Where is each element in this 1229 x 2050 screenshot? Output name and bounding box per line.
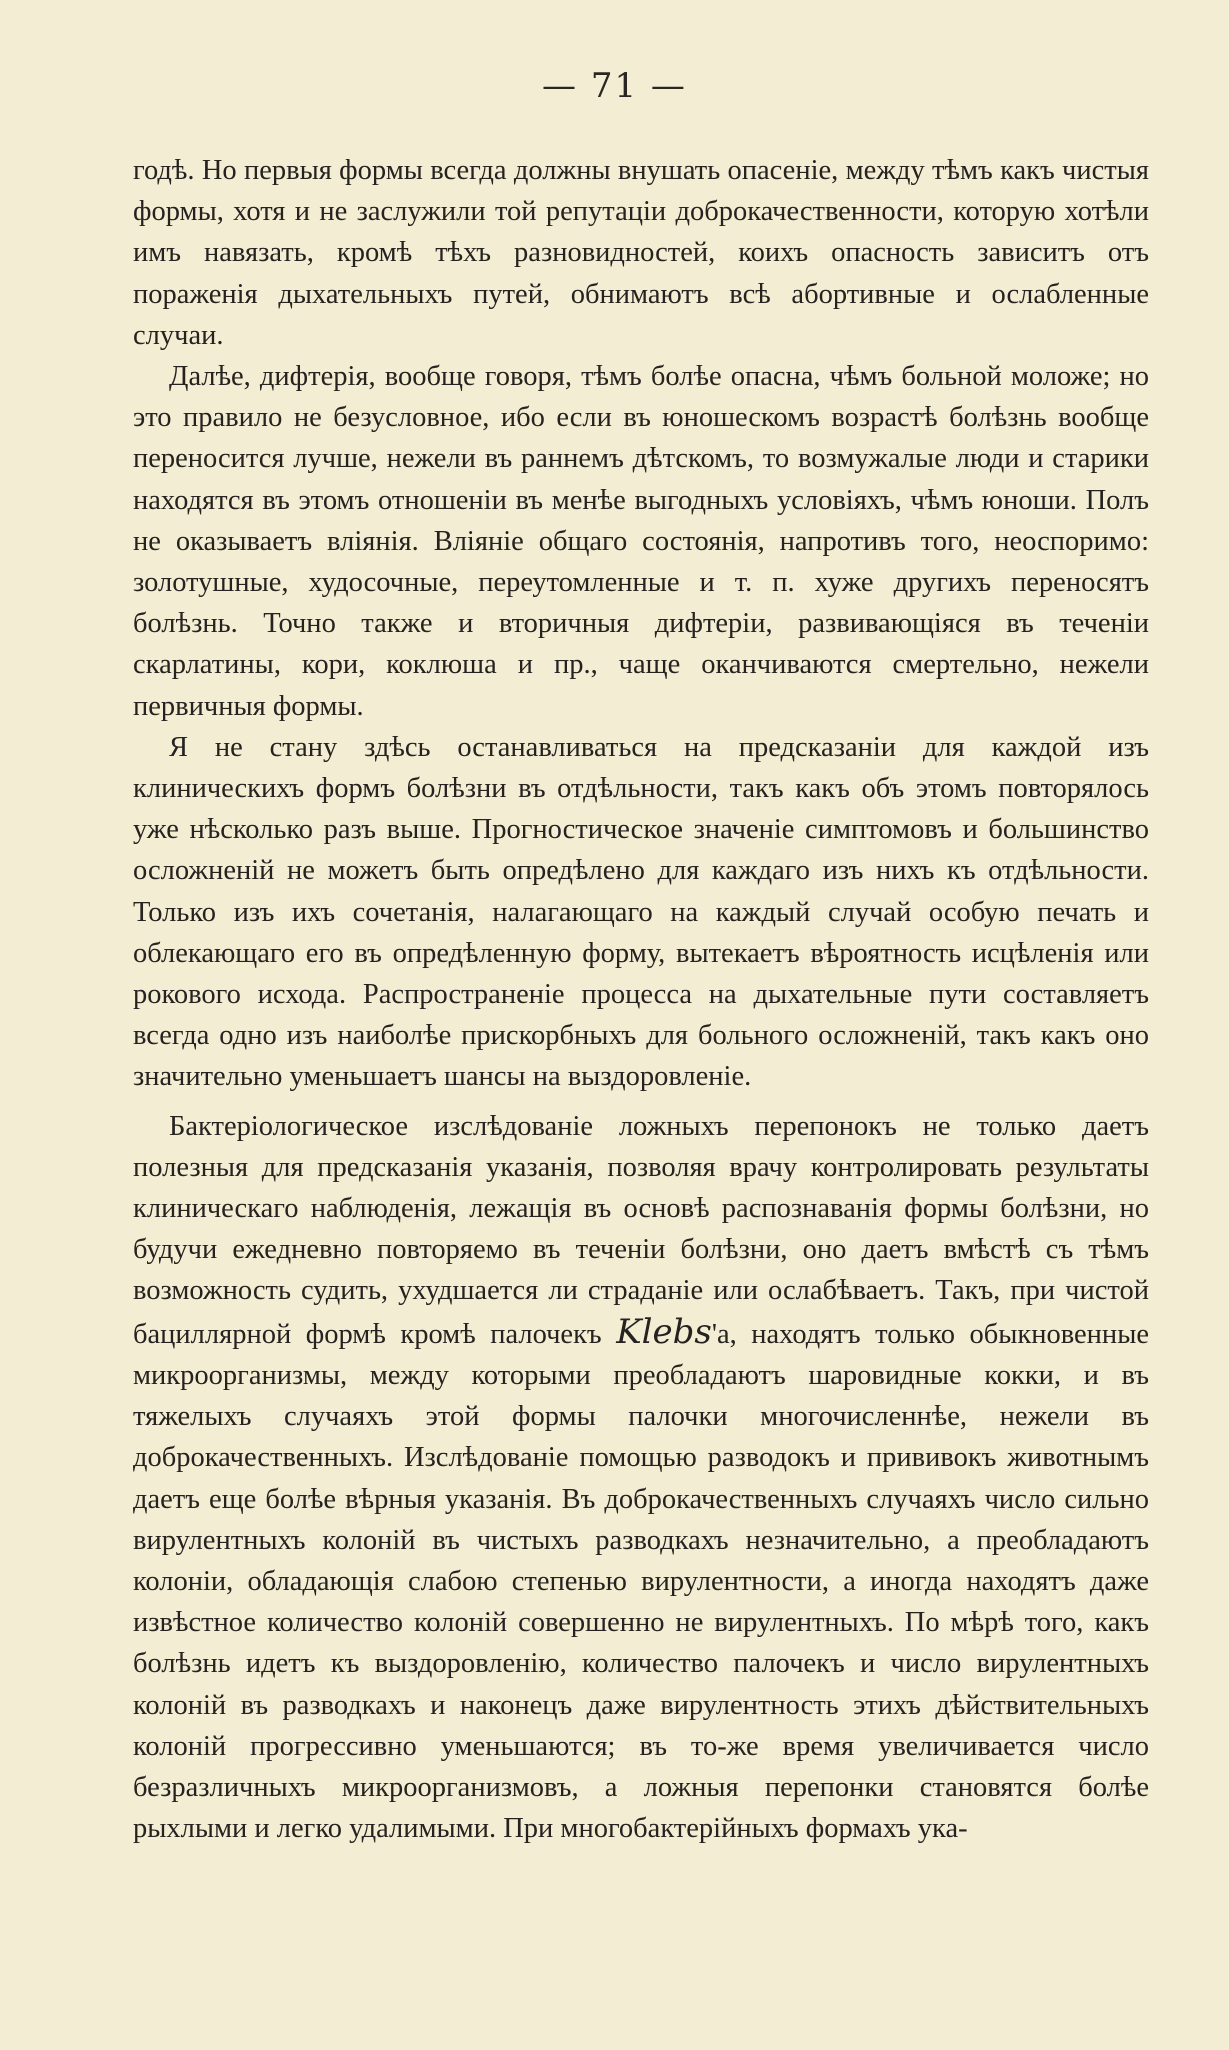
body-text — [133, 150, 1149, 1849]
paragraph-3: Я не стану здѣсь останавливаться на предсказаніи для каждой изъ клиническихъ формъ болѣзни въ отдѣльности, такъ какъ объ этомъ повторялось уже нѣсколько разъ выше. Прогностическое значеніе симптомовъ и большинство осложненій не можетъ быть опредѣлено для каждаго изъ нихъ къ отдѣльности. Только изъ ихъ сочетанія, налагающаго на каждый случай особую печать и облекающаго его въ опредѣленную форму, вытекаетъ вѣроятность исцѣленія или рокового исхода. Распространеніе процесса на дыхательные пути составляетъ всегда одно изъ наиболѣе прискорбныхъ для больного осложненій, такъ какъ оно значительно уменьшаетъ шансы на выздоровленіе. — [133, 731, 1149, 1093]
page-number: — 71 — — [542, 66, 687, 106]
paragraph-1: годѣ. Но первыя формы всегда должны внушать опасеніе, между тѣмъ какъ чистыя формы, хотя и не заслужили той репутаціи доброкачественности, которую хотѣли имъ навязать, кромѣ тѣхъ разновидностей, коихъ опасность зависитъ отъ пораженія дыхательныхъ путей, обнимаютъ всѣ абортивные и ослабленные случаи. — [133, 155, 1149, 351]
paragraph-gap — [133, 1098, 1149, 1106]
paragraph-2: Далѣе, дифтерія, вообще говоря, тѣмъ болѣе опасна, чѣмъ больной моложе; но это правило не безусловное, ибо если въ юношескомъ возрастѣ болѣзнь вообще переносится лучше, нежели въ раннемъ дѣтскомъ, то возмужалые люди и старики находятся въ этомъ отношеніи въ менѣе выгодныхъ условіяхъ, чѣмъ юноши. Полъ не оказываетъ вліянія. Вліяніе общаго состоянія, напротивъ того, неоспоримо: золотушные, худосочные, переутомленные и т. п. хуже другихъ переносятъ болѣзнь. Точно также и вторичныя дифтеріи, развивающіяся въ теченіи скарлатины, кори, коклюша и пр., чаще оканчиваются смертельно, нежели первичныя формы. — [133, 361, 1149, 722]
paragraph-4 — [133, 1106, 1149, 1850]
paragraph-4-part-2: 'а, находятъ только обыкновенные микроорганизмы, между которыми преобладаютъ шаровидные кокки, и въ тяжелыхъ случаяхъ этой формы палочки многочисленнѣе, нежели въ доброкачественныхъ. Изслѣдованіе помощью разводокъ и прививокъ животнымъ даетъ еще болѣе вѣрныя указанія. Въ доброкачественныхъ случаяхъ число сильно вирулентныхъ колоній въ чистыхъ разводкахъ незначительно, а преобладаютъ колоніи, обладающія слабою степенью вирулентности, а иногда находятъ даже извѣстное количество колоній совершенно не вирулентныхъ. По мѣрѣ того, какъ болѣзнь идетъ къ выздоровленію, количество палочекъ и число вирулентныхъ колоній въ разводкахъ и наконецъ даже вирулентность этихъ дѣйствительныхъ колоній прогрессивно уменьшаются; въ то-же время увеличивается число безразличныхъ микроорганизмовъ, а ложныя перепонки становятся болѣе рыхлыми и легко удалимыми. При многобактерійныхъ формахъ ука- — [133, 1318, 1149, 1845]
paragraph-4-part-1: Бактеріологическое изслѣдованіе ложныхъ перепонокъ не только даетъ полезныя для предсказанія указанія, позволяя врачу контролировать результаты клиническаго наблюденія, лежащія въ основѣ распознаванія формы болѣзни, но будучи ежедневно повторяемо въ теченіи болѣзни, оно даетъ вмѣстѣ съ тѣмъ возможность судить, ухудшается ли страданіе или ослабѣваетъ. Такъ, при чистой бациллярной формѣ кромѣ палочекъ — [133, 1110, 1149, 1350]
author-name-klebs: Klebs — [616, 1311, 712, 1352]
